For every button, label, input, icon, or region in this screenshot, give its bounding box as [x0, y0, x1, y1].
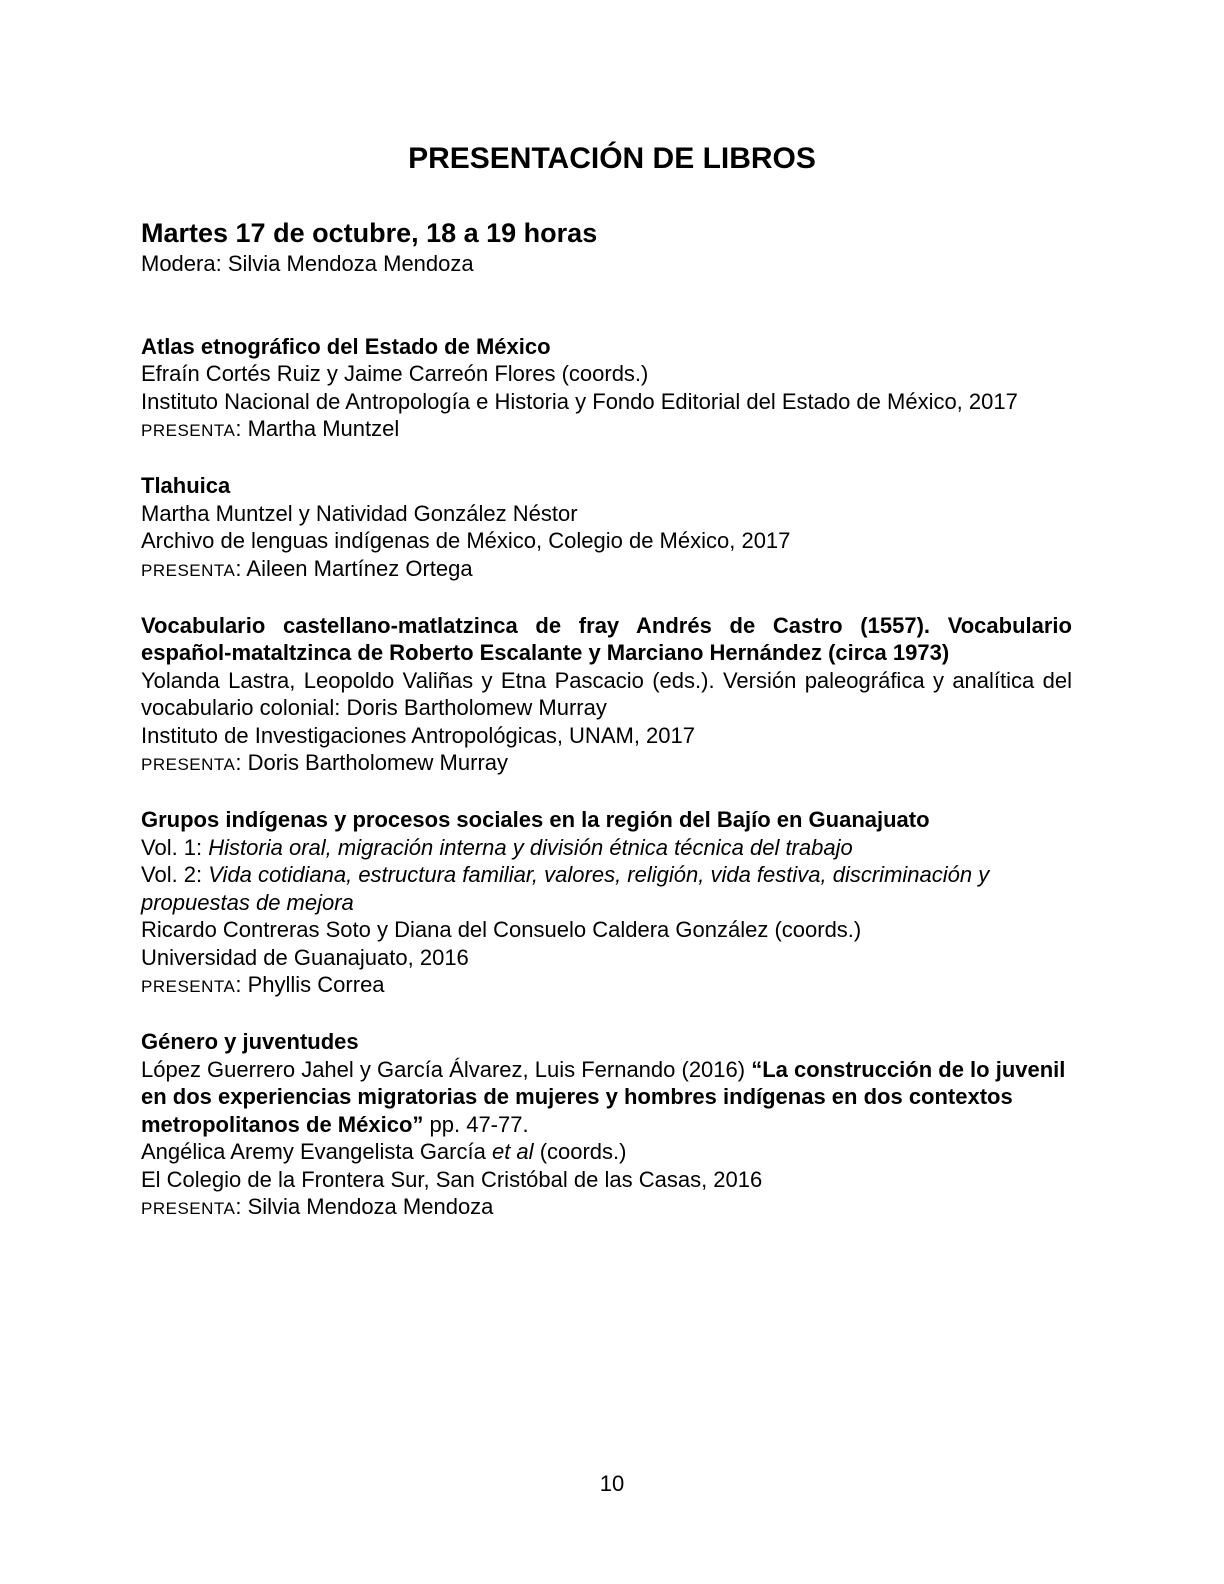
editors-names: Angélica Aremy Evangelista García	[141, 1139, 486, 1164]
book-title: Tlahuica	[141, 473, 231, 498]
book-publisher: Universidad de Guanajuato, 2016	[141, 944, 469, 970]
book-entry	[141, 806, 1072, 1001]
presenter-label: PRESENTA	[141, 560, 236, 580]
session-heading: Martes 17 de octubre, 18 a 19 horas	[141, 218, 598, 248]
book-authors: Efraín Cortés Ruiz y Jaime Carreón Flores (coords.)	[141, 361, 649, 386]
presenter-name: Silvia Mendoza Mendoza	[247, 1194, 494, 1219]
book-title: Grupos indígenas y procesos sociales en la región del Bajío en Guanajuato	[141, 807, 930, 832]
editors-coords: (coords.)	[539, 1139, 627, 1164]
book-authors: Yolanda Lastra, Leopoldo Valiñas y Etna Pascacio (eds.). Versión paleográfica y analítica del vocabulario colonial: Doris Bartholomew Murray	[141, 667, 1072, 720]
presenter-label: PRESENTA	[141, 421, 236, 440]
volume-label: Vol. 1:	[141, 834, 203, 860]
book-entry	[141, 333, 1072, 445]
book-authors: Ricardo Contreras Soto y Diana del Consuelo Caldera González (coords.)	[141, 917, 862, 942]
book-volume-2	[141, 861, 1072, 916]
book-title: Vocabulario castellano-matlatzinca de fray Andrés de Castro (1557). Vocabulario español-mataltzinca de Roberto Escalante y Marciano Hernández (circa 1973)	[141, 612, 1072, 665]
editors-et-al: et al	[491, 1139, 534, 1164]
presenter-name: Aileen Martínez Ortega	[246, 555, 473, 581]
document-body	[141, 216, 1072, 1250]
book-entry	[141, 612, 1072, 779]
volume-title: Vida cotidiana, estructura familiar, valores, religión, vida festiva, discriminación y propuestas de mejora	[141, 862, 990, 915]
page-number: 10	[599, 1471, 625, 1496]
book-citation	[141, 1056, 1072, 1139]
presenter-name: Martha Muntzel	[247, 416, 400, 441]
book-publisher: Instituto Nacional de Antropología e Historia y Fondo Editorial del Estado de México, 2017	[141, 388, 1018, 414]
presenter-label: PRESENTA	[141, 755, 236, 774]
book-entry	[141, 1028, 1072, 1223]
presenter-name: Phyllis Correa	[247, 972, 385, 997]
citation-authors: López Guerrero Jahel y García Álvarez, Luis Fernando (2016)	[141, 1056, 746, 1082]
book-authors: Martha Muntzel y Natividad González Néstor	[141, 500, 578, 526]
book-entry	[141, 472, 1072, 584]
book-title: Atlas etnográfico del Estado de México	[141, 333, 551, 359]
presenter-name: Doris Bartholomew Murray	[247, 750, 509, 775]
book-presenter: PRESENTA: Aileen Martínez Ortega	[141, 555, 473, 581]
book-volume-1	[141, 834, 1072, 862]
presenter-label: PRESENTA	[141, 1199, 236, 1218]
book-publisher: Instituto de Investigaciones Antropológicas, UNAM, 2017	[141, 722, 695, 748]
book-editors	[141, 1138, 1072, 1166]
session-moderator: Modera: Silvia Mendoza Mendoza	[141, 251, 474, 276]
presenter-label: PRESENTA	[141, 977, 236, 996]
page-title: PRESENTACIÓN DE LIBROS	[408, 142, 816, 175]
book-presenter: PRESENTA: Martha Muntzel	[141, 416, 400, 441]
book-presenter: PRESENTA: Silvia Mendoza Mendoza	[141, 1194, 494, 1219]
book-presenter: PRESENTA: Phyllis Correa	[141, 972, 385, 997]
book-publisher: El Colegio de la Frontera Sur, San Cristóbal de las Casas, 2016	[141, 1166, 763, 1192]
book-publisher: Archivo de lenguas indígenas de México, Colegio de México, 2017	[141, 528, 791, 553]
chapter-pages: pp. 47-77.	[429, 1111, 529, 1137]
chapter-title: “La construcción de lo juvenil en dos experiencias migratorias de mujeres y hombres indígenas en dos contextos metropolitanos de México”	[141, 1056, 1066, 1137]
book-presenter: PRESENTA: Doris Bartholomew Murray	[141, 750, 509, 775]
book-title: Género y juventudes	[141, 1029, 359, 1054]
volume-label: Vol. 2:	[141, 862, 203, 887]
volume-title: Historia oral, migración interna y división étnica técnica del trabajo	[208, 834, 853, 860]
